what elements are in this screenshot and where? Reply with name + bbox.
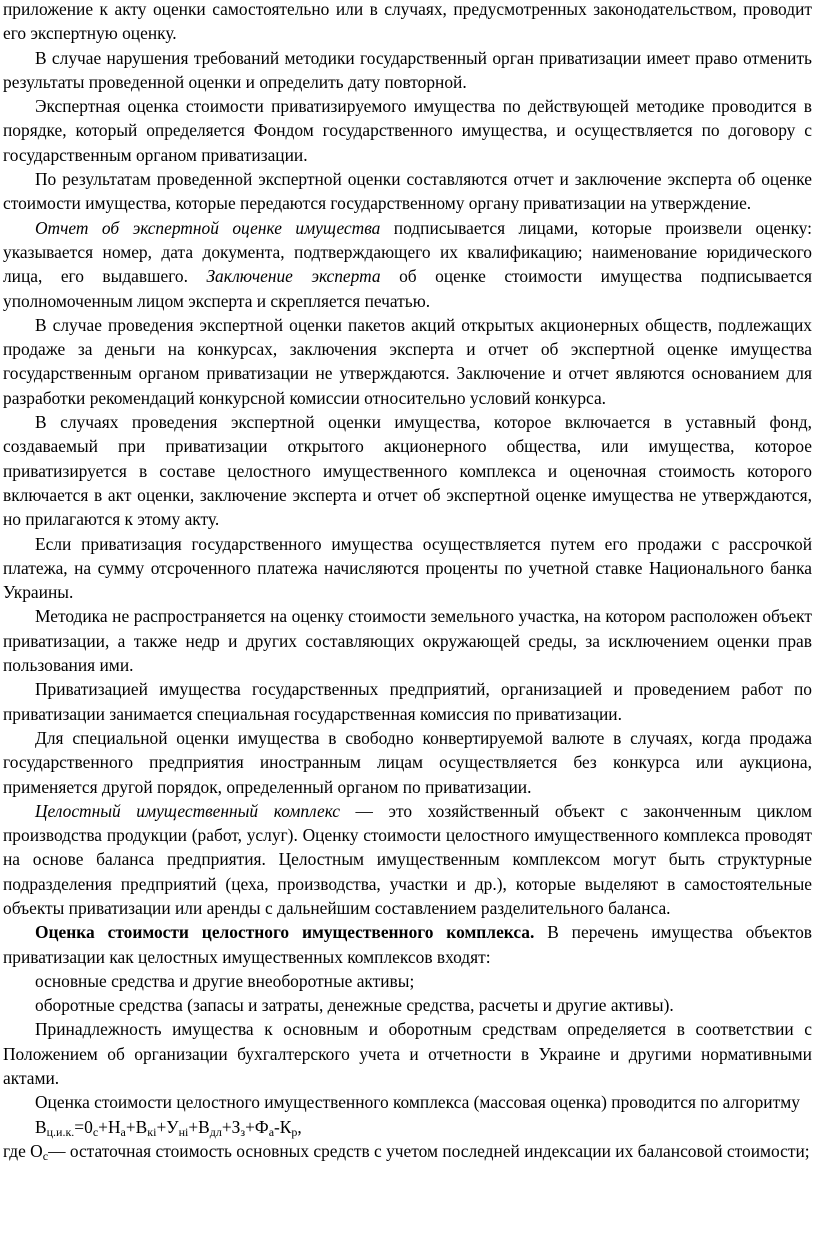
paragraph: Оценка стоимости целостного имущественного комплекса (массовая оценка) проводится по алгоритму — [35, 1092, 800, 1113]
paragraph-text: подписывается лицами, которые произвели оценку: указывается номер, дата документа, подтверждающего их квалификацию; наименование юридического лица, его выдавшего. — [3, 217, 812, 287]
paragraph: Для специальной оценки имущества в свободно конвертируемой валюте в случаях, когда продажа государственного предприятия иностранным лицам осуществляется без конкурса или аукциона, применяется другой порядок, определенный органом по приватизации. — [3, 727, 812, 797]
term-italic: Заключение эксперта — [206, 266, 381, 287]
list-item: основные средства и другие внеоборотные активы; — [35, 970, 415, 991]
paragraph: Приватизацией имущества государственных предприятий, организацией и проведением работ по приватизации занимается специальная государственная комиссия по приватизации. — [3, 679, 812, 724]
paragraph — [3, 920, 812, 969]
paragraph: В случае нарушения требований методики государственный орган приватизации имеет право отменить результаты проведенной оценки и определить дату повторной. — [3, 47, 812, 92]
paragraph: В случае проведения экспертной оценки пакетов акций открытых акционерных обществ, подлежащих продаже за деньги на конкурсах, заключения эксперта и отчет об экспертной оценке имущества государственным органом приватизации не утверждаются. Заключение и отчет являются основанием для разработки рекомендаций конкурсной комиссии относительно условий конкурса. — [3, 314, 812, 408]
paragraph: Методика не распространяется на оценку стоимости земельного участка, на котором расположен объект приватизации, а также недр и других составляющих окружающей среды, за исключением оценки прав пользования ими. — [3, 606, 812, 676]
paragraph-text: об оценке стоимости имущества подписывается уполномоченным лицом эксперта и скрепляется печатью. — [3, 266, 813, 311]
term-italic: Отчет об экспертной оценке имущества — [35, 217, 381, 238]
paragraph: Принадлежность имущества к основным и оборотным средствам определяется в соответствии с Положением об организации бухгалтерского учета и отчетности в Украине и другими нормативными актами. — [3, 1019, 812, 1089]
paragraph — [3, 216, 812, 313]
paragraph: Если приватизация государственного имущества осуществляется путем его продажи с рассрочкой платежа, на сумму отсроченного платежа начисляются проценты по учетной ставке Национального банка Украины. — [3, 533, 812, 603]
paragraph-text: В перечень имущества объектов приватизации как целостных имущественных комплексов входят: — [3, 922, 813, 967]
paragraph: Экспертная оценка стоимости приватизируемого имущества по действующей методике проводится в порядке, который определяется Фондом государственного имущества, и осуществляется по договору с государственным органом приватизации. — [3, 96, 812, 165]
paragraph: По результатам проведенной экспертной оценки составляются отчет и заключение эксперта об оценке стоимости имущества, которые передаются государственному органу приватизации на утверждение. — [3, 169, 812, 214]
section-heading: Оценка стоимости целостного имущественного комплекса. — [35, 922, 535, 943]
paragraph: приложение к акту оценки самостоятельно или в случаях, предусмотренных законодательством, проводит его экспертную оценку. — [3, 0, 812, 44]
paragraph: В случаях проведения экспертной оценки имущества, которое включается в уставный фонд, создаваемый при приватизации открытого акционерного общества, или имущества, которое приватизируется в составе целостного имущественного комплекса и оценочная стоимость которого включается в акт оценки, заключение эксперта и отчет об экспертной оценке имущества не утверждаются, но прилагаются к этому акту. — [3, 412, 812, 530]
formula: $В_{ц.и.к.}=0_с+Н_а+В_{кі}+У_{ні}+В_{дл}+З_з+Ф_а-К_р$, — [35, 1116, 302, 1139]
term-italic: Целостный имущественный комплекс — [35, 800, 340, 821]
paragraph — [3, 799, 812, 920]
paragraph: где $О_с—$ остаточная стоимость основных средств с учетом последней индексации их балансовой стоимости; — [3, 1140, 810, 1163]
paragraph-text: — это хозяйственный объект с законченным циклом производства продукции (работ, услуг). Оценку стоимости целостного имущественного комплекса проводят на основе баланса предприятия. Целостным имущественным комплексом могут быть структурные подразделения предприятий (цеха, производства, участки и др.), которые выделяют в самостоятельные объекты приватизации или аренды с дальнейшим составлением разделительного баланса. — [3, 800, 812, 918]
list-item: оборотные средства (запасы и затраты, денежные средства, расчеты и другие активы). — [35, 995, 674, 1016]
